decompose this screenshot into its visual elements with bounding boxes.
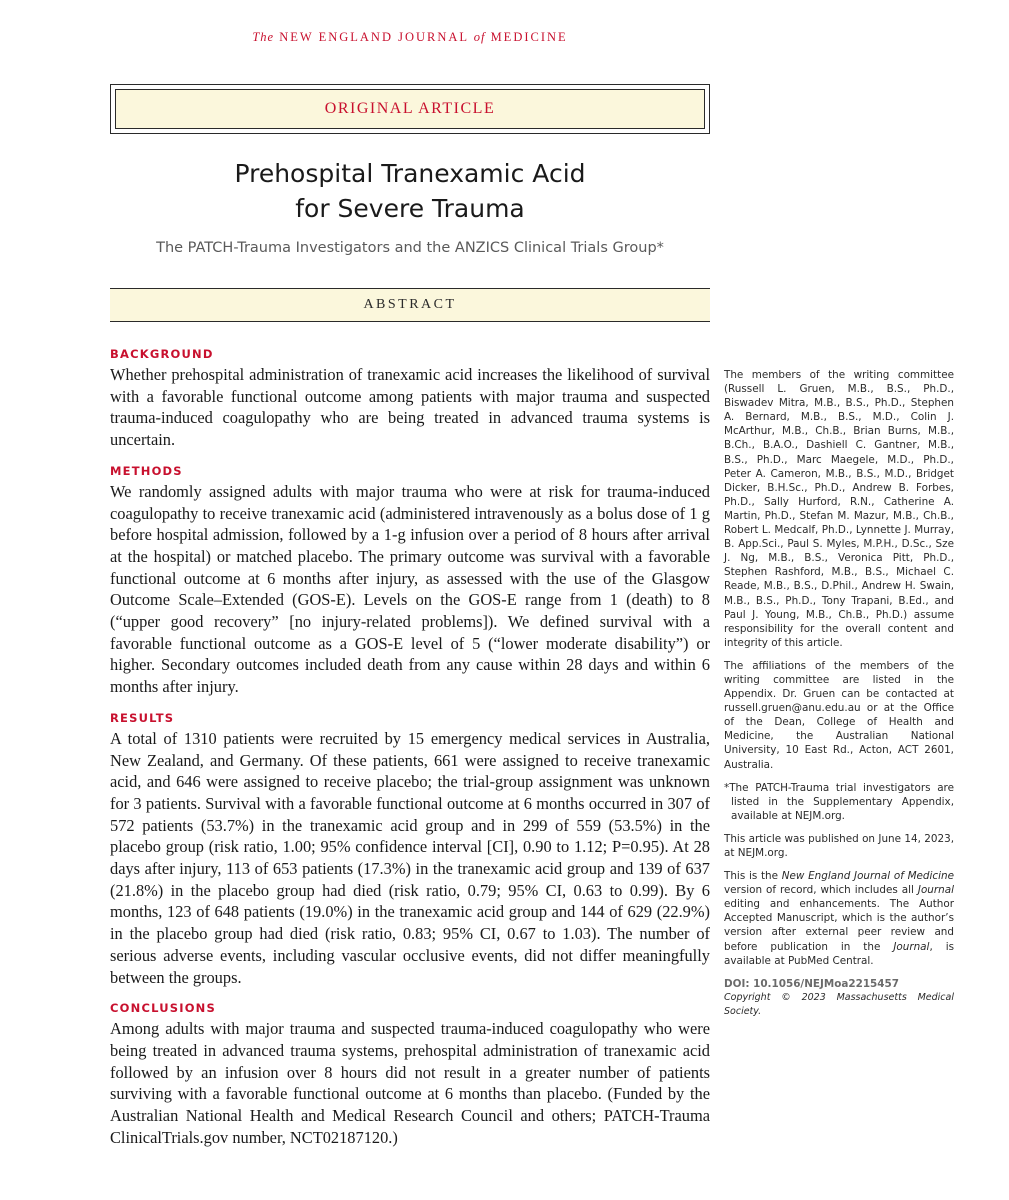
masthead-of: of bbox=[473, 30, 486, 44]
version-italic-2: Journal bbox=[917, 884, 954, 897]
investigators-footnote: *The PATCH-Trauma trial investigators are listed in the Supplementary Appendix, available at NEJM.org. bbox=[724, 781, 954, 822]
publication-date-note: This article was published on June 14, 2023, at NEJM.org. bbox=[724, 832, 954, 859]
conclusions-text: Among adults with major trauma and suspected trauma-induced coagulopathy who were being treated in advanced trauma systems, prehospital administration of tranexamic acid followed by an infusion over 8 hours did not result in a greater number of patients surviving with a favorable functional outcome at 6 months than placebo. (Funded by the Australian National Health and Medical Research Council and others; PATCH-Trauma ClinicalTrials.gov number, NCT02187120.) bbox=[110, 1019, 710, 1147]
journal-masthead bbox=[0, 30, 820, 45]
version-italic-3: Journal bbox=[893, 940, 930, 953]
conclusions-heading: CONCLUSIONS bbox=[110, 1001, 216, 1016]
abstract-body bbox=[110, 346, 710, 1161]
copyright-note: Copyright © 2023 Massachusetts Medical Society. bbox=[724, 991, 954, 1017]
conclusions-section bbox=[110, 1000, 710, 1148]
version-text-a: This is the bbox=[724, 870, 782, 883]
results-text: A total of 1310 patients were recruited by 15 emergency medical services in Australia, New Zealand, and Germany. Of these patients, 661 were assigned to receive tranexamic acid, and 646 were assigned to receive placebo; the trial-group assignment was unknown for 3 patients. Survival with a favorable functional outcome at 6 months occurred in 307 of 572 patients (53.7%) in the tranexamic acid group and in 299 of 559 (53.5%) in the placebo group (risk ratio, 1.00; 95% confidence interval [CI], 0.90 to 1.12; P=0.95). At 28 days after injury, 113 of 653 patients (17.3%) in the tranexamic acid group and 139 of 637 (21.8%) in the placebo group had died (risk ratio, 0.79; 95% CI, 0.63 to 0.99). By 6 months, 123 of 648 patients (19.0%) in the tranexamic acid group and 144 of 629 (22.9%) in the placebo group had died (risk ratio, 0.83; 95% CI, 0.67 to 1.03). The number of serious adverse events, including vascular occlusive events, did not differ meaningfully between the groups. bbox=[110, 728, 710, 987]
masthead-journal-b: MEDICINE bbox=[490, 30, 568, 44]
title-line-1: Prehospital Tranexamic Acid bbox=[234, 159, 586, 188]
author-line: The PATCH-Trauma Investigators and the ANZICS Clinical Trials Group* bbox=[156, 240, 664, 256]
results-section bbox=[110, 710, 710, 988]
methods-text: We randomly assigned adults with major trauma who were at risk for trauma-induced coagulopathy to receive tranexamic acid (administered intravenously as a bolus dose of 1 g before hospital admission, followed by a 1-g infusion over a period of 8 hours after arrival at the hospital) or matched placebo. The primary outcome was survival with a favorable functional outcome at 6 months after injury, as assessed with the use of the Glasgow Outcome Scale–Extended (GOS-E). Levels on the GOS-E range from 1 (death) to 8 (“upper good recovery” [no injury-related problems]). We defined survival with a favorable functional outcome as a GOS-E level of 5 (“lower moderate disability”) or higher. Secondary outcomes included death from any cause within 28 days and within 6 months after injury. bbox=[110, 481, 710, 697]
version-text-c: editing and enhancements. The Author Accepted Manuscript, which is the author’s version after external peer review and before publication in the bbox=[724, 898, 954, 953]
masthead-journal-a: NEW ENGLAND JOURNAL bbox=[279, 30, 469, 44]
version-text-d: , is available at PubMed Central. bbox=[724, 940, 954, 967]
affiliations-note: The affiliations of the members of the writing committee are listed in the Appendix. Dr. Gruen can be contacted at russell.gruen@anu.edu.au or at the Office of the Dean, College of Health and Medicine, the Australian National University, 10 East Rd., Acton, ACT 2601, Australia. bbox=[724, 659, 954, 771]
title-line-2: for Severe Trauma bbox=[295, 194, 525, 223]
writing-committee-note: The members of the writing committee (Russell L. Gruen, M.B., B.S., Ph.D., Biswadev Mitra, M.B., B.S., Ph.D., Stephen A. Bernard, M.B., B.S., M.D., Colin J. McArthur, M.B., Ch.B., Brian Burns, M.B., B.Ch., B.A.O., Dashiell C. Gantner, M.B., B.S., Ph.D., Marc Maegele, M.D., Ph.D., Peter A. Cameron, M.B., B.S., M.D., Bridget Dicker, B.H.Sc., Ph.D., Andrew B. Forbes, Ph.D., Sally Hurford, R.N., Catherine A. Martin, Ph.D., Stefan M. Mazur, M.B., Ch.B., Robert L. Medcalf, Ph.D., Lynnette J. Murray, B. App.Sci., Paul S. Myles, M.P.H., D.Sc., Sze J. Ng, M.B., B.S., Veronica Pitt, Ph.D., Stephen Rashford, M.B., B.S., Michael C. Reade, M.B., B.S., D.Phil., Andrew H. Swain, M.B., B.S., Ph.D., Tony Trapani, B.Ed., and Paul J. Young, M.B., Ch.B., Ph.D.) assume responsibility for the overall content and integrity of this article. bbox=[724, 369, 954, 649]
version-italic-1: New England Journal of Medicine bbox=[781, 870, 954, 883]
version-text-b: version of record, which includes all bbox=[724, 884, 918, 897]
article-type-label: ORIGINAL ARTICLE bbox=[115, 89, 705, 129]
masthead-the: The bbox=[252, 30, 275, 44]
background-text: Whether prehospital administration of tranexamic acid increases the likelihood of survival with a favorable functional outcome among patients with major trauma and suspected trauma-induced coagulopathy who are being treated in advanced trauma systems is uncertain. bbox=[110, 365, 710, 450]
background-heading: BACKGROUND bbox=[110, 347, 214, 361]
version-of-record-note bbox=[724, 869, 954, 968]
methods-section bbox=[110, 463, 710, 698]
article-title bbox=[110, 156, 710, 226]
doi-link[interactable]: DOI: 10.1056/NEJMoa2215457 bbox=[724, 977, 899, 990]
methods-heading: METHODS bbox=[110, 463, 183, 478]
sidebar-notes bbox=[724, 368, 954, 1019]
results-heading: RESULTS bbox=[110, 710, 175, 725]
article-type-box bbox=[110, 84, 710, 134]
abstract-header: ABSTRACT bbox=[110, 288, 710, 322]
background-section bbox=[110, 346, 710, 451]
